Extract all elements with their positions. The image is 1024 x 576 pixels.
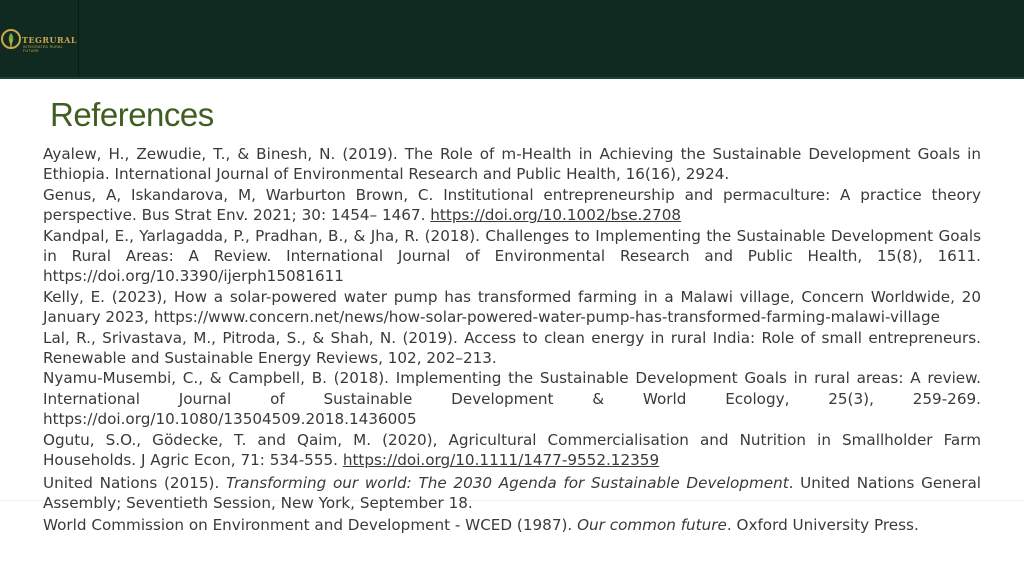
reference-item: Kelly, E. (2023), How a solar-powered water pump has transformed farming in a Malawi village, Concern Worldwide, 20 January 2023, https://www.concern.net/news/how-solar-powered-water-pump-has-transformed-farming-malawi-village <box>43 287 981 327</box>
reference-item: Lal, R., Srivastava, M., Pitroda, S., & Shah, N. (2019). Access to clean energy in rural India: Role of small entrepreneurs. Renewable and Sustainable Energy Reviews, 102, 202–213. <box>43 328 981 368</box>
doi-link[interactable]: https://doi.org/10.1111/1477-9552.12359 <box>342 451 660 470</box>
doi-link[interactable]: https://doi.org/10.1002/bse.2708 <box>430 206 682 225</box>
reference-item: United Nations (2015). Transforming our world: The 2030 Agenda for Sustainable Development. United Nations General Assembly; Seventieth Session, New York, September 18. <box>43 473 981 512</box>
reference-list <box>43 144 981 536</box>
header-bar <box>0 0 1024 78</box>
reference-item: Nyamu-Musembi, C., & Campbell, B. (2018). Implementing the Sustainable Development Goals in rural areas: A review. International Journal of Sustainable Development & World Ecology, 25(3), 259-269. https://doi.org/10.1080/13504509.2018.1436005 <box>43 369 981 429</box>
logo-ring-icon <box>0 24 22 54</box>
reference-item: Ogutu, S.O., Gödecke, T. and Qaim, M. (2020), Agricultural Commercialisation and Nutrition in Smallholder Farm Households. J Agric Econ, 71: 534-555. https://doi.org/10.1111/1477-9552.12359 <box>43 430 981 470</box>
reference-item: Ayalew, H., Zewudie, T., & Binesh, N. (2019). The Role of m-Health in Achieving the Sustainable Development Goals in Ethiopia. International Journal of Environmental Research and Public Health, 16(16), 2924. <box>43 145 981 184</box>
reference-item: Kandpal, E., Yarlagadda, P., Pradhan, B., & Jha, R. (2018). Challenges to Implementing the Sustainable Development Goals in Rural Areas: A Review. International Journal of Environmental Research and Public Health, 15(8), 1611. https://doi.org/10.3390/ijerph15081611 <box>43 226 981 286</box>
header-divider <box>78 0 79 78</box>
header-underline <box>0 77 1024 79</box>
reference-item: Genus, A, Iskandarova, M, Warburton Brown, C. Institutional entrepreneurship and permaculture: A practice theory perspective. Bus Strat Env. 2021; 30: 1454– 1467. https://doi.org/10.1002/bse.2708 <box>43 185 981 225</box>
page-title: References <box>50 96 214 133</box>
logo-text: TEGRURAL <box>22 35 77 45</box>
integrural-logo <box>0 22 80 56</box>
reference-item: World Commission on Environment and Development - WCED (1987). Our common future. Oxford University Press. <box>43 516 919 535</box>
logo-subtitle: INTEGRATED RURAL FUTURE <box>23 45 63 53</box>
